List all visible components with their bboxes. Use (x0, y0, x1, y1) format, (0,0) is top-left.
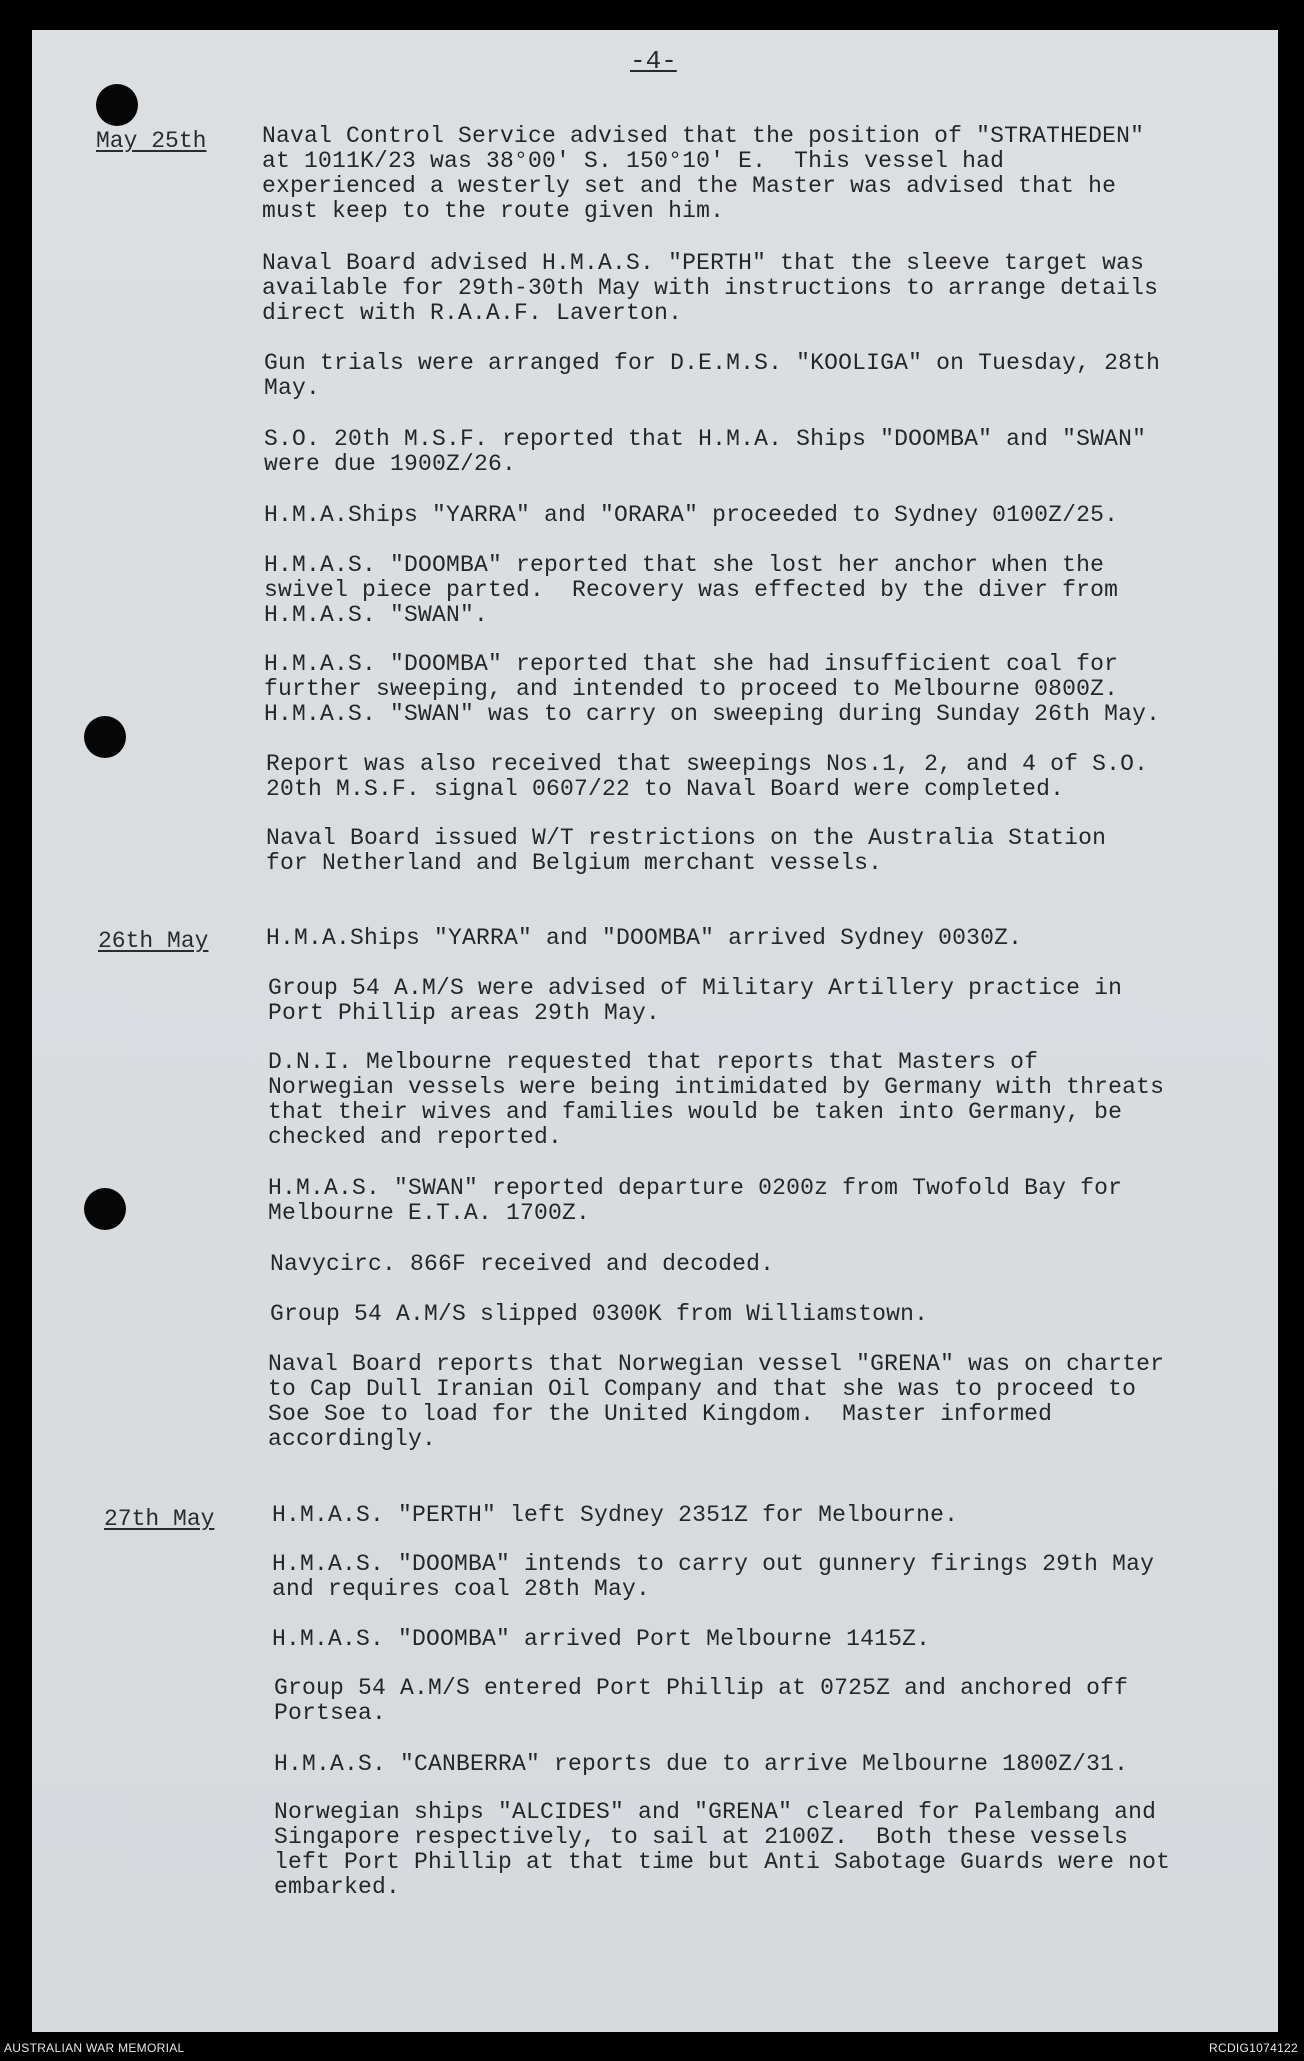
entry-paragraph: Naval Board reports that Norwegian vessel "GRENA" was on charter to Cap Dull Iranian Oil Company and that she was to proceed to Soe Soe to load for the United Kingdom. Master informed accordingly. (268, 1351, 1165, 1452)
entry-paragraph: Group 54 A.M/S slipped 0300K from Williamstown. (270, 1301, 929, 1327)
entry-paragraph: Navycirc. 866F received and decoded. (270, 1251, 775, 1277)
entry-date: 27th May (104, 1506, 215, 1532)
entry-paragraph: Naval Board issued W/T restrictions on the Australia Station for Netherland and Belgium merchant vessels. (266, 825, 1107, 876)
entry-paragraph: H.M.A.Ships "YARRA" and "DOOMBA" arrived Sydney 0030Z. (266, 925, 1023, 951)
entry-paragraph: H.M.A.S. "SWAN" reported departure 0200z from Twofold Bay for Melbourne E.T.A. 1700Z. (268, 1175, 1123, 1226)
page-number: -4- (630, 46, 677, 76)
entry-paragraph: Naval Control Service advised that the position of "STRATHEDEN" at 1011K/23 was 38°00' S. 150°10' E. This vessel had experienced a westerly set and the Master was advised that he must keep to the route given him. (262, 123, 1145, 224)
entry-paragraph: D.N.I. Melbourne requested that reports that Masters of Norwegian vessels were being intimidated by Germany with threats that their wives and families would be taken into Germany, be checked and reported. (268, 1049, 1165, 1150)
entry-paragraph: H.M.A.S. "DOOMBA" reported that she had insufficient coal for further sweeping, and intended to proceed to Melbourne 0800Z. H.M.A.S. "SWAN" was to carry on sweeping during Sunday 26th May. (264, 651, 1161, 727)
entry-date: May 25th (96, 128, 207, 154)
entry-paragraph: H.M.A.S. "DOOMBA" arrived Port Melbourne 1415Z. (272, 1626, 931, 1652)
document-page (32, 30, 1278, 2032)
entry-paragraph: Group 54 A.M/S entered Port Phillip at 0725Z and anchored off Portsea. (274, 1675, 1129, 1726)
entry-paragraph: H.M.A.S. "DOOMBA" reported that she lost her anchor when the swivel piece parted. Recovery was effected by the diver from H.M.A.S. "SWAN". (264, 552, 1119, 628)
entry-paragraph: Report was also received that sweepings Nos.1, 2, and 4 of S.O. 20th M.S.F. signal 0607/22 to Naval Board were completed. (266, 751, 1149, 802)
entry-paragraph: H.M.A.S. "PERTH" left Sydney 2351Z for Melbourne. (272, 1502, 959, 1528)
punch-hole-bottom (84, 1188, 126, 1230)
footer-credit: AUSTRALIAN WAR MEMORIAL (4, 2041, 185, 2055)
punch-hole-middle (84, 716, 126, 758)
entry-paragraph: Group 54 A.M/S were advised of Military Artillery practice in Port Phillip areas 29th May. (268, 975, 1123, 1026)
entry-paragraph: Naval Board advised H.M.A.S. "PERTH" that the sleeve target was available for 29th-30th May with instructions to arrange details direct with R.A.A.F. Laverton. (262, 250, 1159, 326)
entry-paragraph: H.M.A.S. "DOOMBA" intends to carry out gunnery firings 29th May and requires coal 28th May. (272, 1551, 1155, 1602)
entry-paragraph: Norwegian ships "ALCIDES" and "GRENA" cleared for Palembang and Singapore respectively, to sail at 2100Z. Both these vessels left Port Phillip at that time but Anti Sabotage Guards were not embarked. (274, 1799, 1171, 1900)
footer-record-id: RCDIG1074122 (1209, 2041, 1298, 2055)
entry-paragraph: H.M.A.Ships "YARRA" and "ORARA" proceeded to Sydney 0100Z/25. (264, 502, 1119, 528)
entry-paragraph: Gun trials were arranged for D.E.M.S. "KOOLIGA" on Tuesday, 28th May. (264, 350, 1161, 401)
punch-hole-top (96, 84, 138, 126)
entry-paragraph: S.O. 20th M.S.F. reported that H.M.A. Ships "DOOMBA" and "SWAN" were due 1900Z/26. (264, 426, 1147, 477)
entry-date: 26th May (98, 928, 209, 954)
entry-paragraph: H.M.A.S. "CANBERRA" reports due to arrive Melbourne 1800Z/31. (274, 1751, 1129, 1777)
